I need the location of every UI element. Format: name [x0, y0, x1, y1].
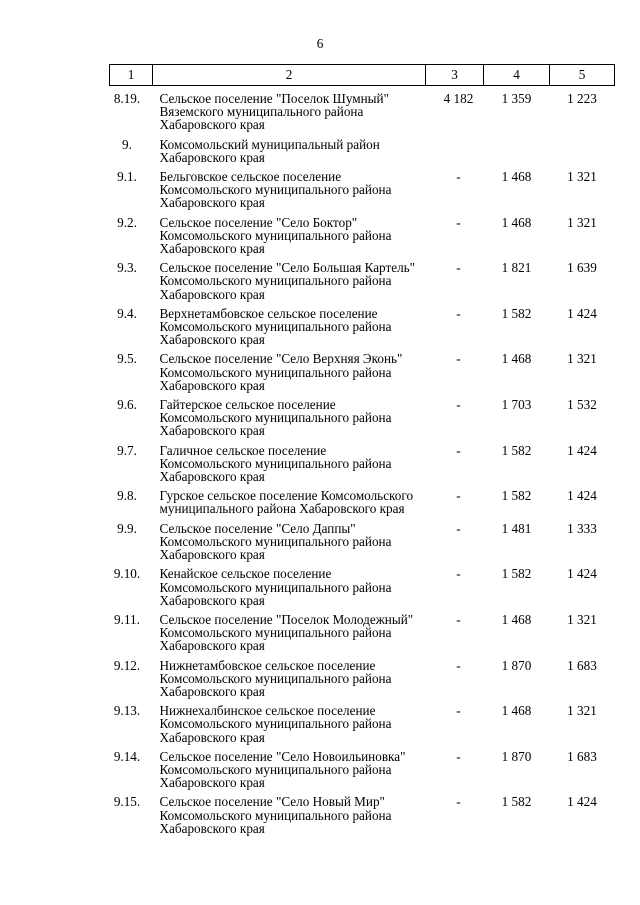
value-col-3	[426, 132, 484, 164]
value-col-4: 1 870	[501, 748, 532, 764]
value-col-3: -	[456, 488, 461, 504]
row-number: 8.19.	[113, 91, 141, 106]
settlement-name: Галичное сельское поселение Комсомольского муниципального района Хабаровского края	[159, 442, 392, 485]
value-col-3: -	[456, 260, 461, 276]
value-col-3: -	[456, 657, 461, 673]
table-row	[110, 346, 615, 392]
column-header-1: 1	[110, 65, 153, 86]
value-col-3: -	[456, 442, 461, 458]
value-col-5: 1 424	[567, 442, 597, 458]
value-col-3: -	[456, 214, 461, 230]
value-col-4	[484, 132, 550, 164]
settlement-name: Кенайское сельское поселение Комсомольского муниципального района Хабаровского края	[159, 566, 392, 608]
value-col-5: 1 321	[567, 351, 597, 367]
row-number: 9.15.	[113, 794, 141, 810]
table-row	[110, 516, 615, 562]
table-row	[110, 698, 615, 744]
value-col-5	[550, 132, 615, 164]
table-row	[110, 86, 615, 132]
value-col-3: -	[456, 305, 461, 321]
settlement-name: Сельское поселение "Село Новый Мир" Комсомольского муниципального района Хабаровского края	[159, 794, 392, 836]
value-col-4: 1 703	[501, 397, 532, 413]
value-col-5: 1 321	[567, 169, 597, 185]
value-col-4: 1 582	[501, 442, 532, 458]
settlement-name: Верхнетамбовское сельское поселение Комсомольского муниципального района Хабаровского края	[159, 305, 392, 348]
column-header-5: 5	[550, 65, 615, 86]
settlement-name: Сельское поселение "Село Верхняя Эконь" Комсомольского муниципального района Хабаровского края	[159, 351, 403, 393]
table-row	[110, 789, 615, 835]
settlement-name: Комсомольский муниципальный район Хабаровского края	[159, 136, 380, 165]
row-number: 9.9.	[117, 520, 137, 536]
row-number: 9.14.	[113, 748, 141, 764]
column-header-4: 4	[484, 65, 550, 86]
value-col-4: 1 359	[501, 91, 532, 106]
value-col-4: 1 582	[501, 794, 532, 810]
value-col-4: 1 468	[501, 703, 532, 719]
value-col-4: 1 582	[501, 488, 532, 504]
table-row	[110, 210, 615, 256]
settlement-name: Сельское поселение "Село Новоильиновка" Комсомольского муниципального района Хабаровского края	[159, 748, 406, 791]
settlement-name: Сельское поселение "Село Большая Картель" Комсомольского муниципального района Хабаровского края	[159, 260, 416, 302]
table-row	[110, 255, 615, 301]
row-number: 9.5.	[117, 351, 137, 367]
document-table	[109, 64, 615, 835]
page-number: 6	[316, 36, 324, 51]
settlement-name: Сельское поселение "Село Боктор" Комсомольского муниципального района Хабаровского края	[159, 214, 392, 257]
value-col-3: -	[456, 748, 461, 764]
settlement-name: Гурское сельское поселение Комсомольского муниципального района Хабаровского края	[159, 488, 414, 517]
value-col-5: 1 223	[567, 91, 597, 106]
table-row	[110, 744, 615, 790]
value-col-4: 1 821	[501, 260, 532, 276]
value-col-3: -	[456, 351, 461, 367]
settlement-name: Сельское поселение "Село Даппы" Комсомольского муниципального района Хабаровского края	[159, 520, 392, 563]
value-col-4: 1 582	[501, 305, 532, 321]
table-row	[110, 483, 615, 515]
value-col-5: 1 424	[567, 488, 597, 504]
column-header-2: 2	[153, 65, 426, 86]
table-row	[110, 561, 615, 607]
table-row	[110, 392, 615, 438]
row-number: 9.10.	[113, 566, 141, 582]
row-number: 9.12.	[113, 657, 141, 673]
row-number: 9.8.	[117, 488, 137, 504]
value-col-3: -	[456, 566, 461, 582]
value-col-4: 1 468	[501, 351, 532, 367]
value-col-4: 1 468	[501, 214, 532, 230]
row-number: 9.3.	[117, 260, 137, 276]
value-col-5: 1 321	[567, 611, 597, 627]
table-row	[110, 132, 615, 164]
settlement-name: Сельское поселение "Поселок Шумный" Вяземского муниципального района Хабаровского края	[159, 91, 389, 133]
value-col-4: 1 481	[501, 520, 532, 536]
value-col-3: -	[456, 520, 461, 536]
settlement-name: Гайтерское сельское поселение Комсомольского муниципального района Хабаровского края	[159, 397, 392, 439]
row-number: 9.11.	[114, 611, 140, 627]
value-col-5: 1 424	[567, 794, 597, 810]
table-row	[110, 653, 615, 699]
header-row	[110, 65, 615, 86]
row-number: 9.4.	[117, 305, 137, 321]
row-number: 9.6.	[117, 397, 137, 413]
value-col-5: 1 532	[567, 397, 597, 413]
value-col-5: 1 639	[567, 260, 597, 276]
value-col-5: 1 333	[567, 520, 597, 536]
value-col-3: -	[456, 169, 461, 185]
table-row	[110, 438, 615, 484]
row-number: 9.	[122, 136, 132, 152]
settlement-name: Нижнехалбинское сельское поселение Комсомольского муниципального района Хабаровского края	[159, 703, 392, 745]
table-header	[110, 65, 615, 86]
value-col-5: 1 683	[567, 657, 597, 673]
table-row	[110, 607, 615, 653]
value-col-5: 1 424	[567, 566, 597, 582]
value-col-3: -	[456, 703, 461, 719]
value-col-3: 4 182	[443, 91, 474, 106]
settlement-name: Сельское поселение "Поселок Молодежный" Комсомольского муниципального района Хабаровского края	[159, 611, 414, 654]
value-col-5: 1 321	[567, 703, 597, 719]
value-col-4: 1 582	[501, 566, 532, 582]
row-number: 9.13.	[113, 703, 141, 719]
value-col-4: 1 468	[501, 169, 532, 185]
value-col-5: 1 683	[567, 748, 597, 764]
column-header-3: 3	[426, 65, 484, 86]
table-row	[110, 301, 615, 347]
table-body	[110, 86, 615, 835]
value-col-3: -	[456, 794, 461, 810]
table-row	[110, 164, 615, 210]
value-col-5: 1 424	[567, 305, 597, 321]
value-col-4: 1 870	[501, 657, 532, 673]
value-col-5: 1 321	[567, 214, 597, 230]
settlement-name: Бельговское сельское поселение Комсомольского муниципального района Хабаровского края	[159, 169, 392, 211]
row-number: 9.2.	[117, 214, 137, 230]
value-col-4: 1 468	[501, 611, 532, 627]
value-col-3: -	[456, 397, 461, 413]
row-number: 9.1.	[117, 169, 137, 185]
settlement-name: Нижнетамбовское сельское поселение Комсомольского муниципального района Хабаровского края	[159, 657, 392, 699]
row-number: 9.7.	[117, 442, 137, 458]
value-col-3: -	[456, 611, 461, 627]
